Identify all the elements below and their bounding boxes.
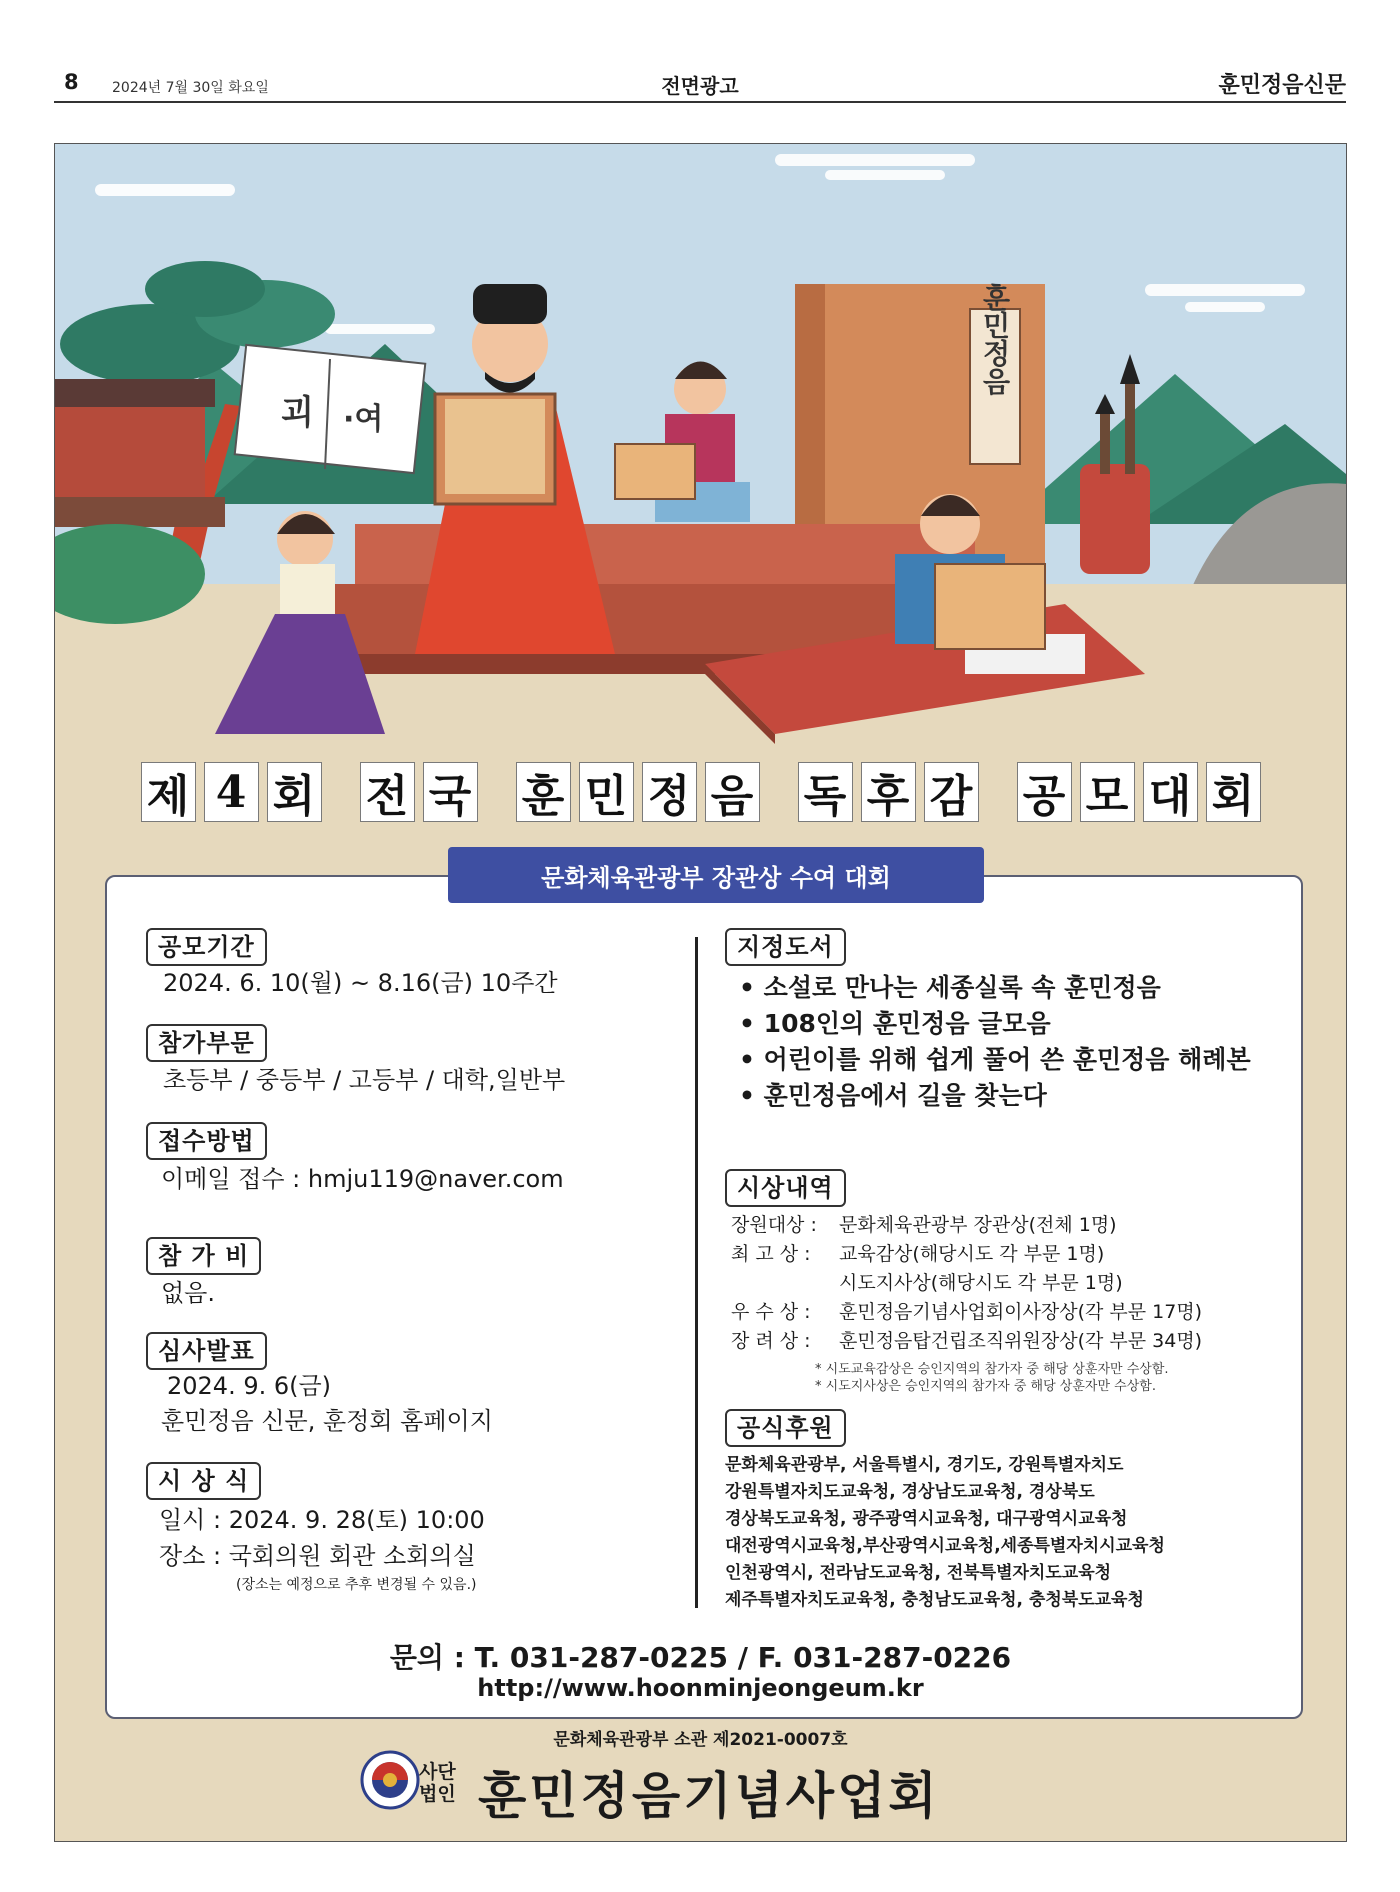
contact-phone-fax: 문의 : T. 031-287-0225 / F. 031-287-0226: [389, 1641, 1012, 1674]
title-char: 후: [861, 762, 916, 822]
award-prize: 문화체육관광부 장관상(전체 1명): [839, 1214, 1117, 1236]
award-prize: 교육감상(해당시도 각 부문 1명): [839, 1243, 1105, 1265]
header-rule: [54, 101, 1346, 103]
sponsor-line: 경상북도교육청, 광주광역시교육청, 대구광역시교육청: [725, 1509, 1128, 1529]
book-item: • 108인의 훈민정음 글모음: [739, 1009, 1051, 1038]
full-page-ad: [54, 143, 1347, 1842]
title-spacer: [987, 762, 1009, 820]
issue-date: 2024년 7월 30일 화요일: [112, 80, 269, 96]
title-char: 4: [204, 762, 259, 822]
title-spacer: [486, 762, 508, 820]
column-divider: [695, 937, 698, 1608]
title-char: 모: [1080, 762, 1135, 822]
title-char: 훈: [516, 762, 571, 822]
award-note: * 시도교육감상은 승인지역의 참가자 중 해당 상훈자만 수상함.: [815, 1362, 1169, 1377]
book-spine-title: 훈민정음: [978, 283, 1012, 395]
category-text: 초등부 / 중등부 / 고등부 / 대학,일반부: [163, 1066, 566, 1094]
ceremony-place: 장소 : 국회의원 회관 소회의실: [159, 1542, 476, 1570]
newspaper-name: 훈민정음신문: [1218, 73, 1346, 98]
result-venue: 훈민정음 신문, 훈정회 홈페이지: [161, 1407, 493, 1435]
award-row: [731, 1241, 1104, 1268]
award-rank: 장원대상 :: [731, 1214, 817, 1236]
books-label: 지정도서: [725, 928, 846, 966]
fee-label: 참 가 비: [146, 1237, 261, 1275]
title-char: 대: [1143, 762, 1198, 822]
organization-seal-icon: [360, 1750, 420, 1810]
period-label: 공모기간: [146, 928, 267, 966]
award-rank: 우 수 상 :: [731, 1301, 811, 1323]
title-char: 공: [1017, 762, 1072, 822]
org-type-line2: 법인: [419, 1783, 456, 1805]
title-char: 제: [141, 762, 196, 822]
sponsor-line: 대전광역시교육청,부산광역시교육청,세종특별자치시교육청: [725, 1536, 1165, 1556]
book-item: • 훈민정음에서 길을 찾는다: [739, 1081, 1047, 1110]
page-number: 8: [64, 70, 79, 94]
award-banner: 문화체육관광부 장관상 수여 대회: [448, 847, 984, 903]
sponsors-label: 공식후원: [725, 1409, 846, 1447]
title-char: 회: [267, 762, 322, 822]
ceremony-datetime: 일시 : 2024. 9. 28(토) 10:00: [159, 1506, 485, 1534]
award-prize: 훈민정음탑건립조직위원장상(각 부문 34명): [839, 1330, 1203, 1352]
title-char: 정: [642, 762, 697, 822]
contest-title: [55, 762, 1346, 844]
award-row: [731, 1299, 1202, 1326]
title-spacer: [768, 762, 790, 820]
title-char: 독: [798, 762, 853, 822]
sponsor-line: 문화체육관광부, 서울특별시, 경기도, 강원특별자치도: [725, 1455, 1124, 1475]
ceremony-note: (장소는 예정으로 추후 변경될 수 있음.): [236, 1577, 477, 1593]
award-prize: 훈민정음기념사업회이사장상(각 부문 17명): [839, 1301, 1203, 1323]
title-char: 음: [705, 762, 760, 822]
awards-label: 시상내역: [725, 1169, 846, 1207]
registration-number: 문화체육관광부 소관 제2021-0007호: [553, 1730, 848, 1750]
award-rank: 장 려 상 :: [731, 1330, 811, 1352]
title-char: 민: [579, 762, 634, 822]
fee-text: 없음.: [161, 1279, 215, 1307]
ceremony-label: 시 상 식: [146, 1462, 261, 1500]
sponsor-line: 제주특별자치도교육청, 충청남도교육청, 충청북도교육청: [725, 1590, 1144, 1610]
submit-label: 접수방법: [146, 1122, 267, 1160]
submit-text: 이메일 접수 : hmju119@naver.com: [161, 1165, 564, 1193]
award-row: [731, 1270, 1123, 1297]
book-item: • 어린이를 위해 쉽게 풀어 쓴 훈민정음 해례본: [739, 1045, 1251, 1074]
award-prize: 시도지사상(해당시도 각 부문 1명): [839, 1272, 1123, 1294]
sponsor-line: 인천광역시, 전라남도교육청, 전북특별자치도교육청: [725, 1563, 1112, 1583]
org-type: [419, 1761, 456, 1805]
sponsor-line: 강원특별자치도교육청, 경상남도교육청, 경상북도: [725, 1482, 1095, 1502]
title-char: 회: [1206, 762, 1261, 822]
org-type-line1: 사단: [419, 1761, 456, 1783]
award-row: [731, 1212, 1117, 1239]
website-url: http://www.hoonminjeongeum.kr: [477, 1674, 924, 1702]
title-char: 전: [360, 762, 415, 822]
open-book-left-text: 괴: [281, 393, 314, 433]
organization-name: 훈민정음기념사업회: [478, 1766, 940, 1825]
section-title: 전면광고: [661, 74, 739, 98]
award-note: * 시도지사상은 승인지역의 참가자 중 해당 상훈자만 수상함.: [815, 1379, 1156, 1394]
result-date: 2024. 9. 6(금): [167, 1372, 332, 1400]
book-item: • 소설로 만나는 세종실록 속 훈민정음: [739, 973, 1161, 1002]
period-text: 2024. 6. 10(월) ~ 8.16(금) 10주간: [163, 969, 558, 997]
award-row: [731, 1328, 1202, 1355]
title-spacer: [330, 762, 352, 820]
category-label: 참가부문: [146, 1024, 267, 1062]
award-rank: 최 고 상 :: [731, 1243, 811, 1265]
result-label: 심사발표: [146, 1332, 267, 1370]
open-book-right-text: ·여: [343, 402, 384, 437]
title-char: 감: [924, 762, 979, 822]
title-char: 국: [423, 762, 478, 822]
illustration-scene: [55, 144, 1346, 764]
